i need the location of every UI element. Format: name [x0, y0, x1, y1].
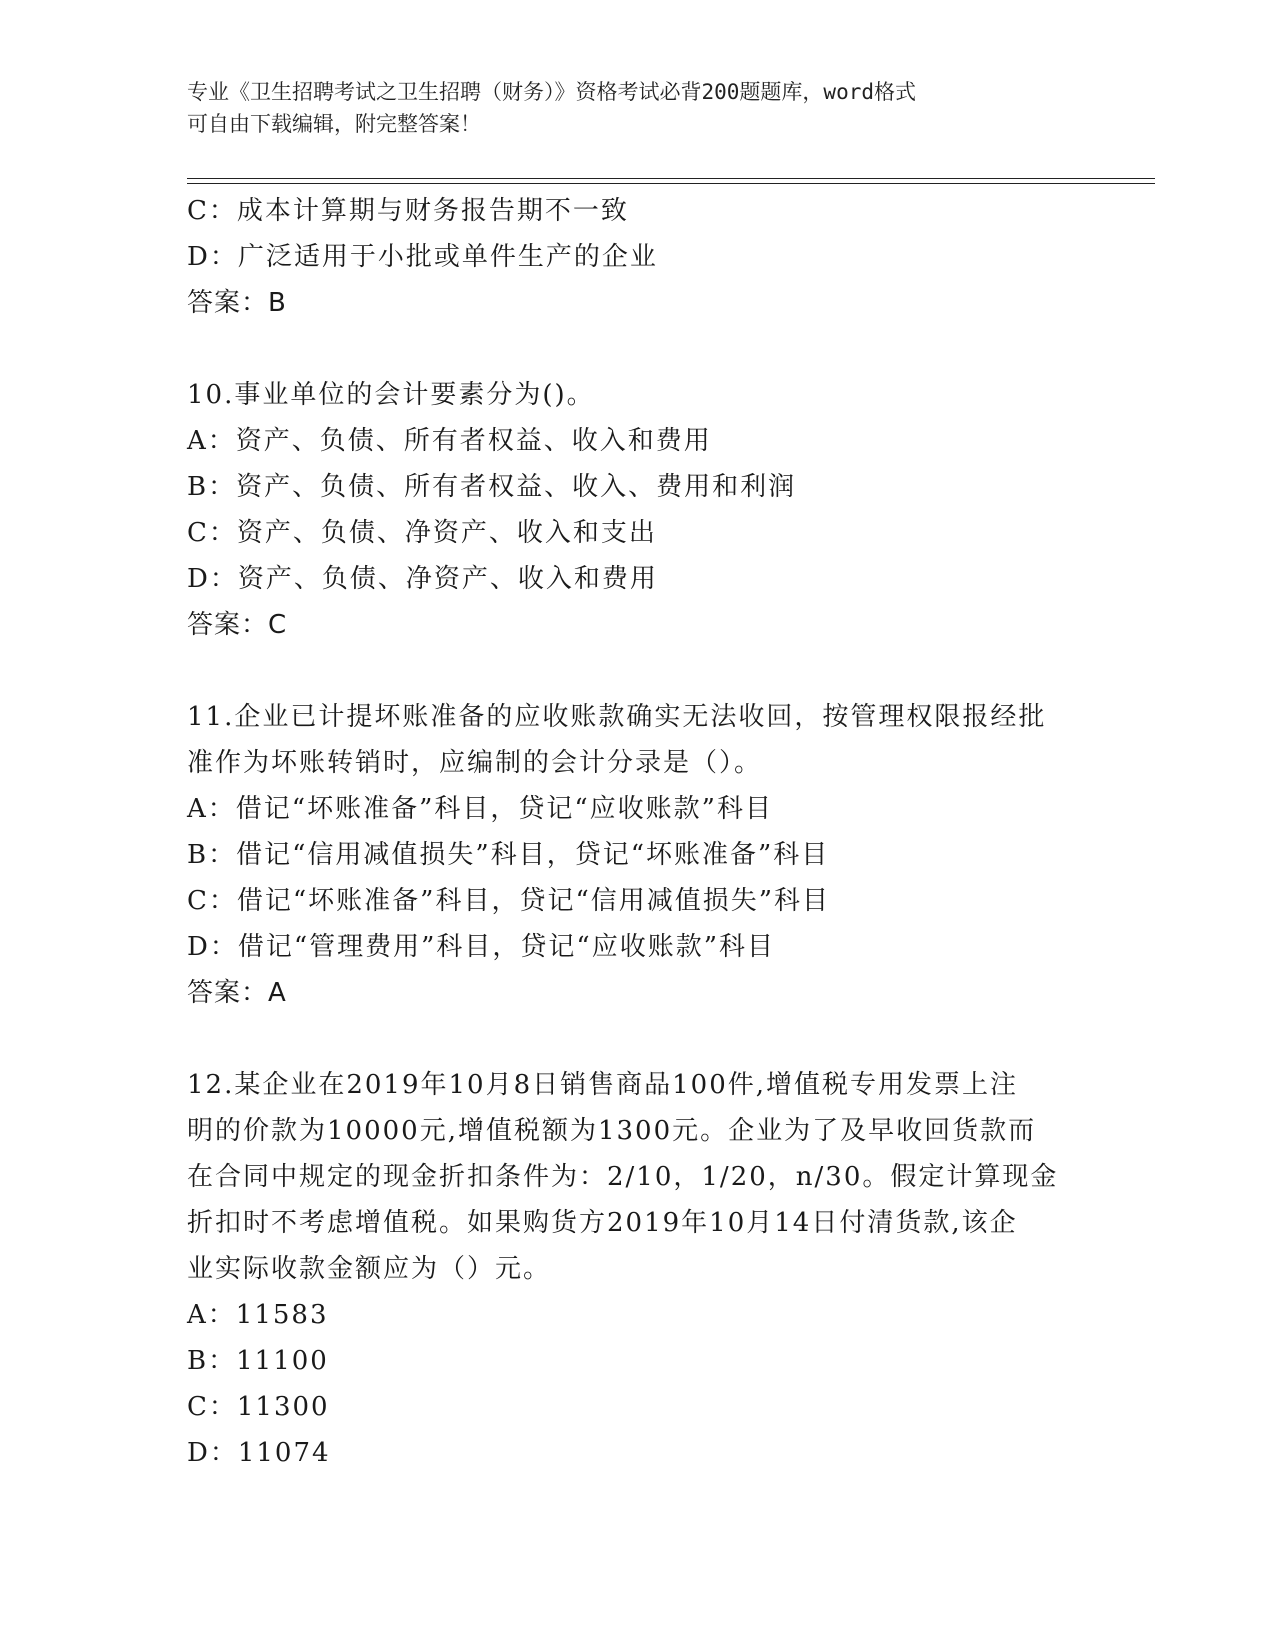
option-b: B：11100: [187, 1346, 329, 1376]
option-c: C：成本计算期与财务报告期不一致: [187, 196, 629, 226]
spacer: [187, 648, 1087, 694]
question-text-line-5: 业实际收款金额应为（）元。: [187, 1254, 552, 1284]
question-text-line-1: 11.企业已计提坏账准备的应收账款确实无法收回，按管理权限报经批: [187, 702, 1047, 732]
answer-line: 答案：A: [187, 978, 287, 1008]
header-title-line-1: 专业《卫生招聘考试之卫生招聘（财务）》资格考试必背200题题库，word格式: [187, 80, 916, 104]
question-12: [187, 1062, 1087, 1476]
option-c: C：11300: [187, 1392, 330, 1422]
document-header: [187, 76, 1087, 140]
question-text-line-3: 在合同中规定的现金折扣条件为：2/10，1/20，n/30。假定计算现金: [187, 1162, 1059, 1192]
option-a: A：11583: [187, 1300, 329, 1330]
answer-line: 答案：C: [187, 610, 288, 640]
question-text-line-1: 12.某企业在2019年10月8日销售商品100件,增值税专用发票上注: [187, 1070, 1019, 1100]
option-d: D：借记“管理费用”科目，贷记“应收账款”科目: [187, 932, 776, 962]
option-c: C：借记“坏账准备”科目，贷记“信用减值损失”科目: [187, 886, 831, 916]
question-text-line-2: 明的价款为10000元,增值税额为1300元。企业为了及早收回货款而: [187, 1116, 1037, 1146]
question-text-line-2: 准作为坏账转销时，应编制的会计分录是（）。: [187, 748, 763, 778]
option-a: A：借记“坏账准备”科目，贷记“应收账款”科目: [187, 794, 773, 824]
option-c: C：资产、负债、净资产、收入和支出: [187, 518, 657, 548]
option-d: D：资产、负债、净资产、收入和费用: [187, 564, 658, 594]
question-11: [187, 694, 1087, 1016]
option-b: B：资产、负债、所有者权益、收入、费用和利润: [187, 472, 797, 502]
option-b: B：借记“信用减值损失”科目，贷记“坏账准备”科目: [187, 840, 830, 870]
spacer: [187, 1016, 1087, 1062]
question-text: 10.事业单位的会计要素分为()。: [187, 380, 595, 410]
option-d: D：广泛适用于小批或单件生产的企业: [187, 242, 658, 272]
spacer: [187, 326, 1087, 372]
question-text-line-4: 折扣时不考虑增值税。如果购货方2019年10月14日付清货款,该企: [187, 1208, 1018, 1238]
header-divider-thick: [187, 178, 1155, 179]
header-divider-thin: [187, 183, 1155, 184]
option-a: A：资产、负债、所有者权益、收入和费用: [187, 426, 712, 456]
answer-line: 答案：B: [187, 288, 287, 318]
option-d: D：11074: [187, 1438, 331, 1468]
question-list: [187, 188, 1087, 1476]
question-10: [187, 372, 1087, 648]
header-title-line-2: 可自由下载编辑，附完整答案！: [187, 112, 481, 136]
question-9-tail: [187, 188, 1087, 326]
